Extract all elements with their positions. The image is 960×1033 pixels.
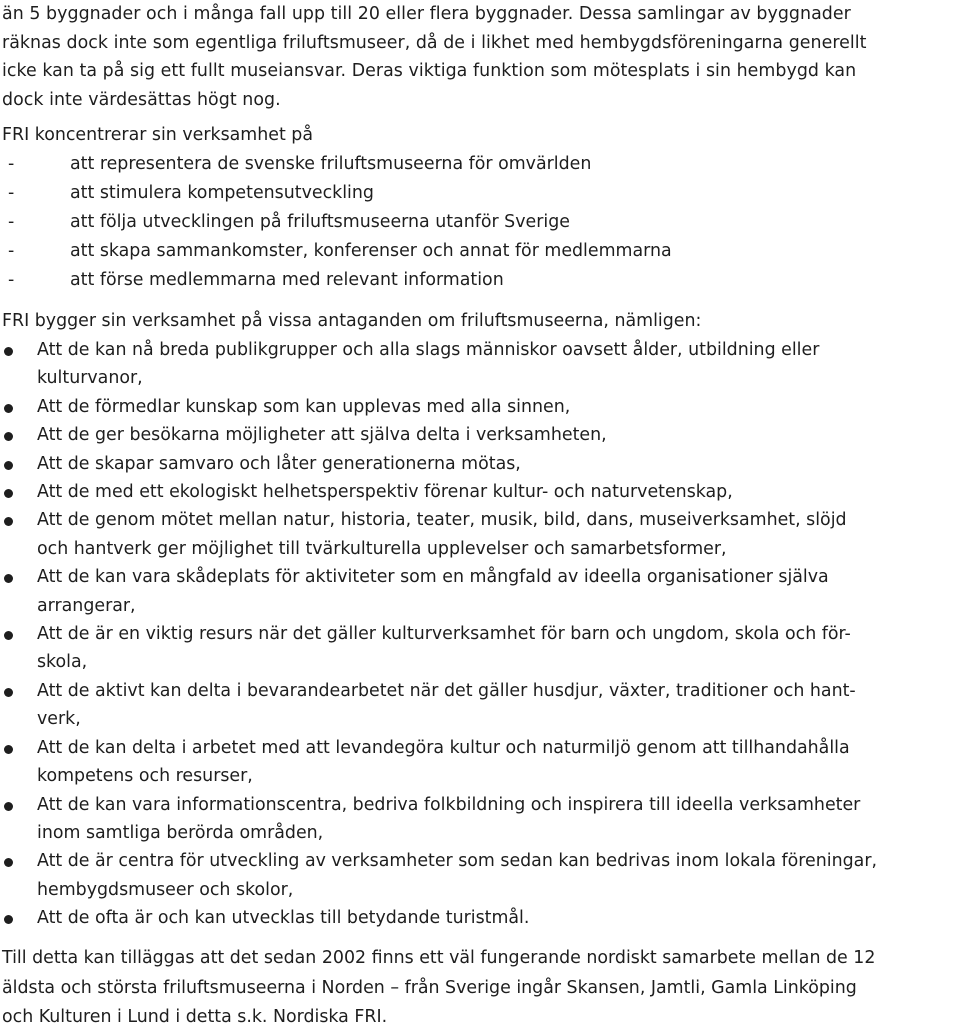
- bullet-item-text: skola,: [37, 652, 88, 673]
- assumptions-list: [2, 336, 958, 933]
- focus-heading: FRI koncentrerar sin verksamhet på: [2, 125, 313, 145]
- list-item-text: att stimulera kompetensutveckling: [70, 183, 374, 203]
- bullet-item-text: Att de kan nå breda publikgrupper och alla slags människor oavsett ålder, utbildning eller: [37, 340, 820, 360]
- bullet-item: [2, 791, 958, 848]
- intro-paragraph: [2, 0, 958, 114]
- bullet-item-text: arrangerar,: [37, 595, 136, 616]
- list-item: [2, 266, 902, 295]
- bullet-item-text: Att de är en viktig resurs när det gäller kulturverksamhet för barn och ungdom, skola och för-: [37, 624, 851, 645]
- bullet-item: [2, 450, 958, 478]
- bullet-dot-icon: [4, 631, 13, 640]
- dash-marker: -: [8, 270, 15, 290]
- bullet-item-text: verk,: [37, 709, 81, 730]
- bullet-dot-icon: [4, 574, 13, 583]
- bullet-item-text: Att de kan vara skådeplats för aktiviteter som en mångfald av ideella organisationer själva: [37, 567, 829, 588]
- bullet-item-text: Att de förmedlar kunskap som kan upplevas med alla sinnen,: [37, 396, 571, 417]
- bullet-item-text: och hantverk ger möjlighet till tvärkulturella upplevelser och samarbetsformer,: [37, 538, 727, 559]
- bullet-item: [2, 677, 958, 734]
- bullet-item-text: Att de genom mötet mellan natur, historia, teater, musik, bild, dans, museiverksamhet, slöjd: [37, 510, 847, 531]
- bullet-item: [2, 336, 958, 393]
- list-item-text: att representera de svenske friluftsmuseerna för omvärlden: [70, 154, 592, 174]
- bullet-item: [2, 393, 958, 421]
- bullet-item: [2, 847, 958, 904]
- bullet-item: [2, 421, 958, 449]
- closing-line: Till detta kan tilläggas att det sedan 2002 finns ett väl fungerande nordiskt samarbete mellan de 12: [2, 948, 876, 968]
- list-item: [2, 179, 902, 208]
- bullet-item-text: kompetens och resurser,: [37, 766, 253, 787]
- bullet-dot-icon: [4, 745, 13, 754]
- bullet-dot-icon: [4, 489, 13, 498]
- list-item-text: att förse medlemmarna med relevant information: [70, 270, 504, 290]
- dash-marker: -: [8, 183, 15, 203]
- assumptions-heading: FRI bygger sin verksamhet på vissa antaganden om friluftsmuseerna, nämligen:: [2, 311, 702, 331]
- bullet-item-text: Att de ger besökarna möjligheter att själva delta i verksamheten,: [37, 425, 607, 446]
- dash-marker: -: [8, 212, 15, 232]
- bullet-dot-icon: [4, 347, 13, 356]
- intro-line: dock inte värdesättas högt nog.: [2, 89, 281, 110]
- closing-line: och Kulturen i Lund i detta s.k. Nordiska FRI.: [2, 1007, 388, 1027]
- focus-list: [2, 150, 902, 295]
- bullet-item: [2, 506, 958, 563]
- bullet-dot-icon: [4, 802, 13, 811]
- bullet-item-text: Att de kan vara informationscentra, bedriva folkbildning och inspirera till ideella verksamheter: [37, 794, 861, 815]
- closing-paragraph: [2, 944, 960, 1033]
- bullet-item-text: Att de kan delta i arbetet med att levandegöra kultur och naturmiljö genom att tillhandahålla: [37, 737, 850, 758]
- bullet-item-text: Att de är centra för utveckling av verksamheter som sedan kan bedrivas inom lokala föreningar,: [37, 851, 878, 872]
- intro-line: räknas dock inte som egentliga friluftsmuseer, då de i likhet med hembygdsföreningarna generellt: [2, 32, 867, 53]
- bullet-item: [2, 478, 958, 506]
- list-item: [2, 208, 902, 237]
- bullet-item-text: inom samtliga berörda områden,: [37, 822, 324, 843]
- bullet-item: [2, 563, 958, 620]
- bullet-item-text: hembygdsmuseer och skolor,: [37, 879, 294, 900]
- bullet-item: [2, 904, 958, 932]
- intro-line: icke kan ta på sig ett fullt museiansvar. Deras viktiga funktion som mötesplats i sin hembygd kan: [2, 61, 857, 81]
- bullet-item-text: Att de aktivt kan delta i bevarandearbetet när det gäller husdjur, växter, traditioner och hant-: [37, 680, 856, 701]
- list-item: [2, 237, 902, 266]
- bullet-dot-icon: [4, 688, 13, 697]
- bullet-dot-icon: [4, 517, 13, 526]
- bullet-dot-icon: [4, 858, 13, 867]
- bullet-item-text: Att de med ett ekologiskt helhetsperspektiv förenar kultur- och naturvetenskap,: [37, 482, 733, 503]
- dash-marker: -: [8, 241, 15, 261]
- bullet-dot-icon: [4, 915, 13, 924]
- bullet-dot-icon: [4, 404, 13, 413]
- list-item-text: att följa utvecklingen på friluftsmuseerna utanför Sverige: [70, 212, 570, 232]
- bullet-item: [2, 734, 958, 791]
- bullet-item-text: kulturvanor,: [37, 368, 143, 389]
- intro-line: än 5 byggnader och i många fall upp till 20 eller flera byggnader. Dessa samlingar av byggnader: [2, 4, 851, 24]
- dash-marker: -: [8, 154, 15, 174]
- list-item: [2, 150, 902, 179]
- list-item-text: att skapa sammankomster, konferenser och annat för medlemmarna: [70, 241, 672, 261]
- closing-line: äldsta och största friluftsmuseerna i Norden – från Sverige ingår Skansen, Jamtli, Gamla Linköping: [2, 977, 857, 998]
- bullet-dot-icon: [4, 432, 13, 441]
- bullet-item: [2, 620, 958, 677]
- bullet-item-text: Att de skapar samvaro och låter generationerna mötas,: [37, 453, 521, 474]
- bullet-item-text: Att de ofta är och kan utvecklas till betydande turistmål.: [37, 908, 530, 929]
- bullet-dot-icon: [4, 461, 13, 470]
